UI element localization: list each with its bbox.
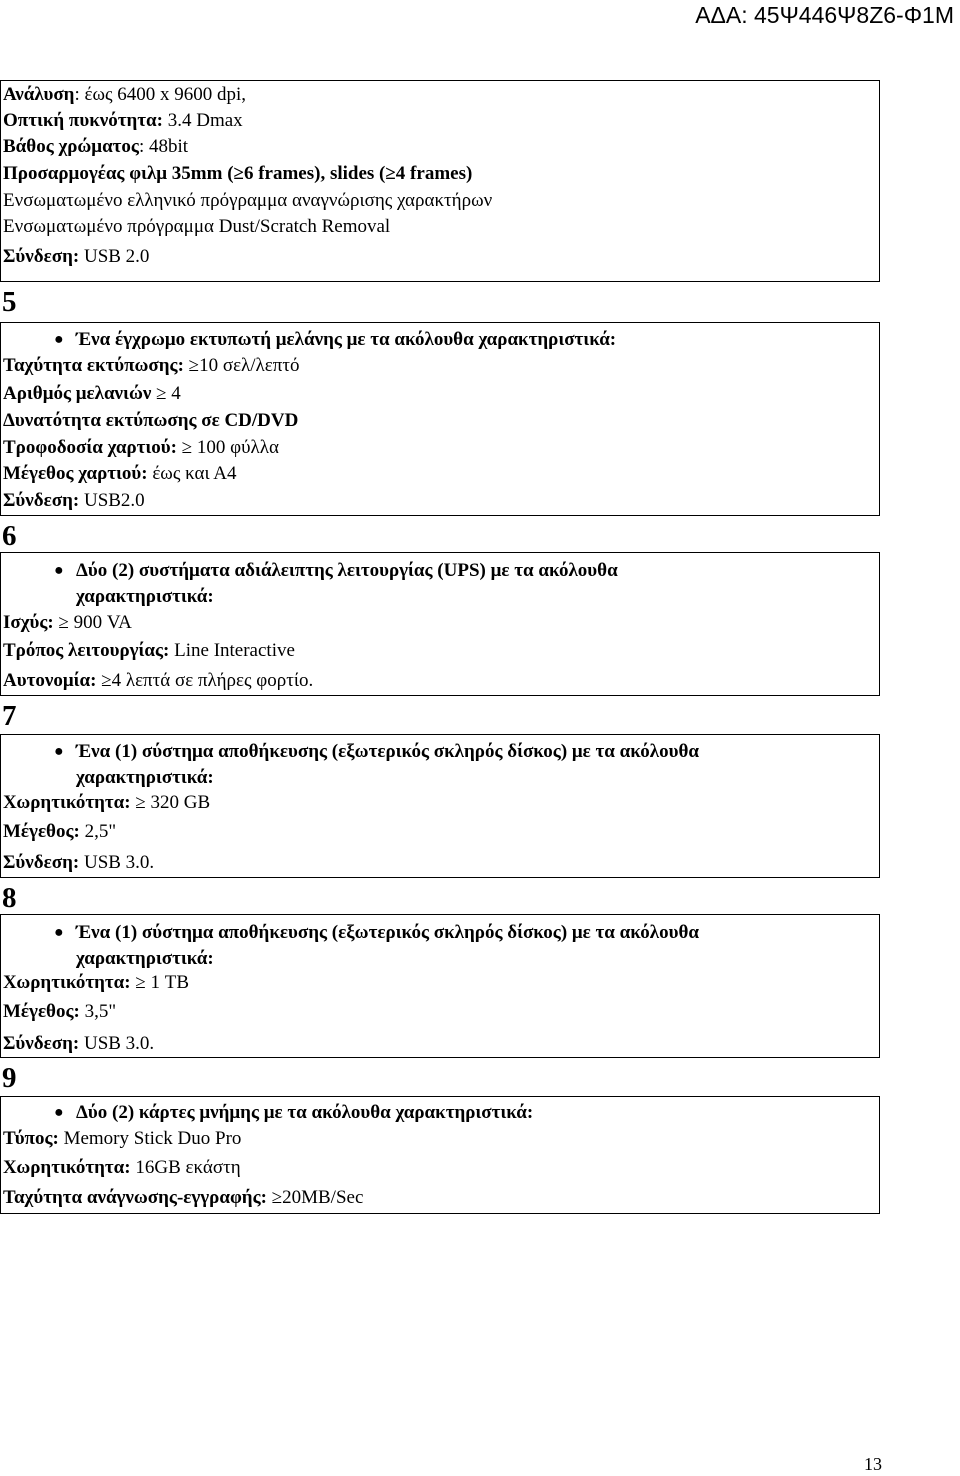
spec-label: Χωρητικότητα:: [3, 792, 131, 813]
spec-line: [3, 1031, 154, 1057]
bullet-icon: ●: [54, 743, 64, 760]
item9-number: 9: [2, 1062, 17, 1094]
spec-value: ≥ 1 TB: [130, 972, 190, 993]
ada-code: ΑΔΑ: 45Ψ446Ψ8Ζ6-Φ1Μ: [695, 2, 954, 28]
spec-value: : 48bit: [138, 136, 189, 157]
bullet-icon: ●: [54, 562, 64, 579]
spec-value: ≥ 4: [151, 383, 181, 404]
spec-label: Τροφοδοσία χαρτιού:: [3, 437, 177, 458]
spec-line: [3, 850, 154, 876]
item6-title-line2: χαρακτηριστικά:: [76, 586, 214, 607]
spec-value: 3.4 Dmax: [162, 110, 243, 131]
spec-label: Οπτική πυκνότητα:: [3, 110, 163, 131]
spec-line: [3, 108, 243, 134]
bullet-icon: ●: [54, 924, 64, 941]
spec-value: Ενσωματωμένο ελληνικό πρόγραμμα αναγνώρισης χαρακτήρων: [3, 190, 493, 211]
item8-number: 8: [2, 882, 17, 914]
spec-label: Σύνδεση:: [3, 1033, 80, 1054]
spec-label: Μέγεθος:: [3, 821, 80, 842]
spec-label: Τύπος:: [3, 1128, 59, 1149]
spec-line: [3, 1185, 363, 1211]
spec-value: USB 3.0.: [79, 852, 155, 873]
spec-label: Προσαρμογέας φιλμ 35mm (≥6 frames), slides (≥4 frames): [3, 163, 473, 184]
spec-value: 3,5": [79, 1001, 117, 1022]
item7-title-line1: Ένα (1) σύστημα αποθήκευσης (εξωτερικός σκληρός δίσκος) με τα ακόλουθα: [76, 741, 699, 762]
spec-label: Ισχύς:: [3, 612, 54, 633]
item6-number: 6: [2, 520, 17, 552]
spec-line: [3, 488, 145, 514]
spec-value: USB2.0: [79, 490, 145, 511]
spec-value: ≥ 320 GB: [130, 792, 211, 813]
spec-value: έως και Α4: [147, 463, 237, 484]
item6-title-line1: Δύο (2) συστήματα αδιάλειπτης λειτουργίας (UPS) με τα ακόλουθα: [76, 560, 618, 581]
spec-line: [3, 435, 279, 461]
spec-line: [3, 638, 295, 664]
spec-label: Σύνδεση:: [3, 246, 80, 267]
spec-line: [3, 1155, 241, 1181]
spec-value: ≥4 λεπτά σε πλήρες φορτίο.: [96, 670, 314, 691]
spec-value: Ενσωματωμένο πρόγραμμα Dust/Scratch Removal: [3, 216, 391, 237]
spec-value: ≥ 100 φύλλα: [176, 437, 279, 458]
page-number: 13: [864, 1454, 882, 1474]
spec-value: ≥20MB/Sec: [266, 1187, 364, 1208]
item8-title-line2: χαρακτηριστικά:: [76, 948, 214, 969]
spec-line: [3, 999, 116, 1025]
spec-label: Σύνδεση:: [3, 490, 80, 511]
spec-value: 16GB εκάστη: [130, 1157, 241, 1178]
spec-line: [3, 161, 472, 187]
spec-line: [3, 188, 492, 214]
spec-line: [3, 790, 210, 816]
spec-line: [3, 668, 313, 694]
spec-label: Μέγεθος:: [3, 1001, 80, 1022]
item7-title-line2: χαρακτηριστικά:: [76, 767, 214, 788]
spec-line: [3, 134, 188, 160]
spec-line: [3, 970, 189, 996]
spec-line: [3, 244, 149, 270]
spec-value: 2,5": [79, 821, 117, 842]
spec-line: [3, 82, 246, 108]
spec-value: Memory Stick Duo Pro: [58, 1128, 242, 1149]
spec-value: USB 2.0: [79, 246, 150, 267]
spec-label: Δυνατότητα εκτύπωσης σε CD/DVD: [3, 410, 299, 431]
spec-line: [3, 461, 236, 487]
bullet-icon: ●: [54, 331, 64, 348]
bullet-icon: ●: [54, 1104, 64, 1121]
spec-label: Ανάλυση: [3, 84, 75, 105]
spec-label: Αριθμός μελανιών: [3, 383, 152, 404]
spec-value: USB 3.0.: [79, 1033, 155, 1054]
spec-value: ≥10 σελ/λεπτό: [183, 355, 300, 376]
spec-line: [3, 381, 181, 407]
spec-label: Χωρητικότητα:: [3, 972, 131, 993]
spec-label: Ταχύτητα ανάγνωσης-εγγραφής:: [3, 1187, 267, 1208]
spec-line: [3, 214, 390, 240]
spec-line: [3, 610, 132, 636]
spec-line: [3, 1126, 241, 1152]
item5-number: 5: [2, 286, 17, 318]
spec-value: ≥ 900 VA: [53, 612, 132, 633]
item7-number: 7: [2, 700, 17, 732]
spec-line: [3, 408, 298, 434]
spec-label: Χωρητικότητα:: [3, 1157, 131, 1178]
spec-value: Line Interactive: [169, 640, 295, 661]
spec-line: [3, 353, 299, 379]
item9-title: Δύο (2) κάρτες μνήμης με τα ακόλουθα χαρακτηριστικά:: [76, 1102, 534, 1123]
spec-label: Τρόπος λειτουργίας:: [3, 640, 170, 661]
spec-label: Βάθος χρώματος: [3, 136, 139, 157]
spec-label: Ταχύτητα εκτύπωσης:: [3, 355, 184, 376]
spec-label: Σύνδεση:: [3, 852, 80, 873]
spec-line: [3, 819, 116, 845]
item8-title-line1: Ένα (1) σύστημα αποθήκευσης (εξωτερικός σκληρός δίσκος) με τα ακόλουθα: [76, 922, 699, 943]
spec-label: Μέγεθος χαρτιού:: [3, 463, 148, 484]
spec-value: : έως 6400 x 9600 dpi,: [74, 84, 247, 105]
item5-title: Ένα έγχρωμο εκτυπωτή μελάνης με τα ακόλουθα χαρακτηριστικά:: [76, 329, 617, 350]
spec-label: Αυτονομία:: [3, 670, 97, 691]
